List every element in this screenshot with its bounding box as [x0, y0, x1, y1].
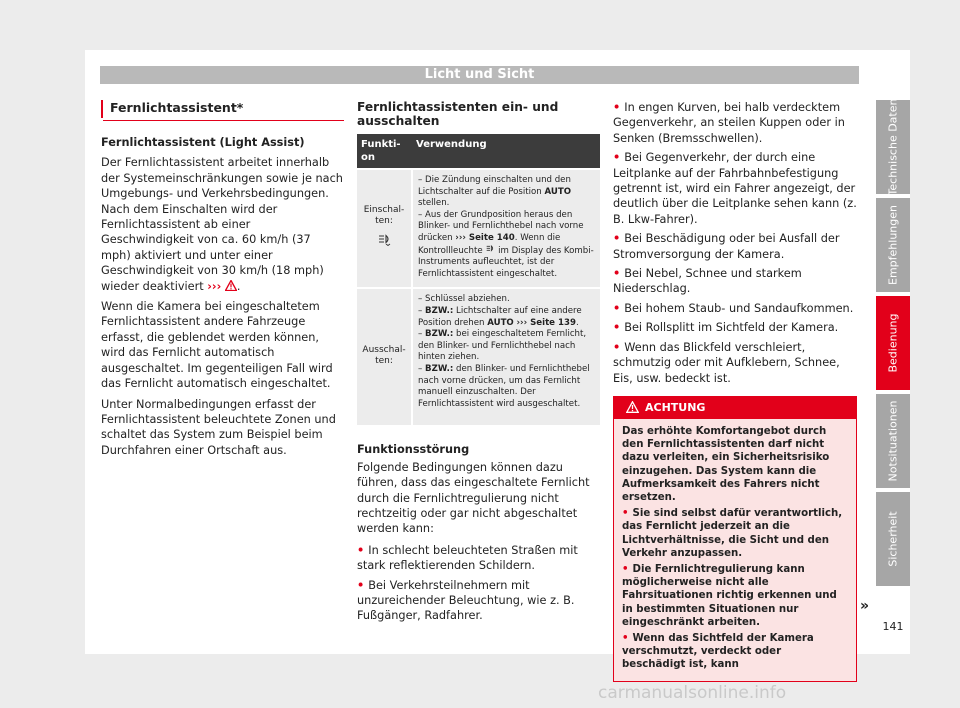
list-item: • Bei hohem Staub- und Sandaufkommen.	[613, 301, 854, 315]
tab-sicherheit[interactable]: Sicherheit	[876, 492, 910, 586]
page-number: 141	[882, 620, 904, 633]
list-item: • In engen Kurven, bei halb verdecktem Gegenverkehr, an steilen Kuppen oder in Senken (Bremsschwellen).	[613, 101, 845, 145]
section-title: Fernlichtassistent*	[101, 100, 344, 118]
cell-function-off: Ausschal-ten:	[357, 288, 412, 425]
column-right	[613, 100, 857, 682]
table-title: Fernlichtassistenten ein- und ausschalten	[357, 100, 559, 128]
list-item: • Bei Nebel, Schnee und starkem Niederschlag.	[613, 267, 802, 296]
paragraph-normal: Unter Normalbedingungen erfasst der Fernlichtassistent beleuchtete Zonen und schaltet das System zum Beispiel beim Durchfahren einer Ortschaft aus.	[101, 397, 336, 457]
warning-box	[613, 396, 857, 682]
warning-header: ACHTUNG	[614, 397, 856, 419]
column-left	[101, 100, 344, 463]
paragraph-camera: Wenn die Kamera bei eingeschaltetem Fernlichtassistent andere Fahrzeuge erfasst, die geblendet werden können, wird das Fernlicht automatisch ausgeschaltet. Im gegenteiligen Fall wird das Fernlicht automatisch eingeschaltet.	[101, 300, 333, 391]
warning-triangle-icon	[626, 401, 639, 413]
malfunction-list-continued	[613, 100, 857, 386]
list-item: • Die Fernlichtregulierung kann möglicherweise nicht alle Fahrsituationen richtig erkennen und in bestimmten Situationen nur eingeschränkt arbeiten.	[622, 563, 837, 628]
table-row	[357, 288, 600, 425]
list-item: • Wenn das Sichtfeld der Kamera verschmutzt, verdeckt oder beschädigt ist, kann	[622, 632, 814, 671]
warning-triangle-icon	[225, 280, 237, 291]
continue-icon: »	[860, 598, 870, 614]
list-item: • In schlecht beleuchteten Straßen mit stark reflektierenden Schildern.	[357, 543, 578, 573]
page-header: Licht und Sicht	[100, 66, 859, 84]
cell-usage-on: – Die Zündung einschalten und den Lichtschalter auf die Position AUTO stellen. – Aus der Grundposition heraus den Blinker- und Fernlichthebel nach vorne drücken ››› Seite 140. Wenn die Kontrollleuchte im Display des Kombi-Instruments aufleuchtet, ist der Fernlichtassistent eingeschaltet.	[412, 169, 600, 288]
malfunction-title: Funktionsstörung	[357, 443, 470, 457]
table-header-row	[357, 134, 600, 169]
high-beam-assist-icon	[485, 245, 495, 253]
warning-intro: Das erhöhte Komfortangebot durch den Fernlichtassistenten darf nicht dazu verleiten, ein Sicherheitsrisiko einzugehen. Das System kann die Aufmerksamkeit des Fahrers nicht ersetzen.	[622, 425, 830, 503]
header-usage: Verwendung	[412, 134, 600, 169]
tab-bedienung[interactable]: Bedienung	[876, 296, 910, 390]
tab-technische-daten[interactable]: Technische Daten	[876, 100, 910, 194]
watermark: carmanualsonline.info	[598, 683, 787, 703]
table-row	[357, 169, 600, 288]
list-item: • Sie sind selbst dafür verantwortlich, das Fernlicht jederzeit an die Lichtverhältnisse, die Sicht und den Verkehr anzupassen.	[622, 508, 843, 559]
column-middle	[357, 100, 600, 628]
list-item: • Bei Rollsplitt im Sichtfeld der Kamera.	[613, 321, 839, 335]
heading-light-assist: Fernlichtassistent (Light Assist)	[101, 136, 305, 149]
paragraph-intro: Der Fernlichtassistent arbeitet innerhalb der Systemeinschränkungen sowie je nach Umgebungs- und Verkehrsbedingungen. Nach dem Einschalten wird der Fernlichtassistent ab einer Geschwindigkeit von ca. 60 km/h (37 mph) aktiviert und unter einer Geschwindigkeit von 30 km/h (18 mph) wieder deaktiviert ››› .	[101, 156, 343, 293]
list-item: • Bei Verkehrsteilnehmern mit unzureichender Beleuchtung, wie z. B. Fußgänger, Radfahrer.	[357, 578, 575, 623]
function-table	[357, 134, 600, 425]
high-beam-assist-icon	[377, 234, 391, 246]
tab-notsituationen[interactable]: Notsituationen	[876, 394, 910, 488]
tab-empfehlungen[interactable]: Empfehlungen	[876, 198, 910, 292]
malfunction-intro: Folgende Bedingungen können dazu führen, dass das eingeschaltete Fernlicht durch die Fernlichtregulierung nicht rechtzeitig oder gar nicht abgeschaltet werden kann:	[357, 460, 590, 536]
warning-body	[614, 419, 856, 681]
list-item: • Bei Gegenverkehr, der durch eine Leitplanke auf der Fahrbahnbefestigung getrennt ist, wird ein Fahrer angezeigt, der deutlich über die Leitplanke sehen kann (z. B. Lkw-Fahrer).	[613, 151, 857, 226]
list-item: • Bei Beschädigung oder bei Ausfall der Stromversorgung der Kamera.	[613, 232, 840, 261]
list-item: • Wenn das Blickfeld verschleiert, schmutzig oder mit Aufklebern, Schnee, Eis, usw. bedeckt ist.	[613, 340, 840, 385]
cell-usage-off: – Schlüssel abziehen. – BZW.: Lichtschalter auf eine andere Position drehen AUTO ››› Seite 139. – BZW.: bei eingeschaltetem Fernlicht, den Blinker- und Fernlichthebel nach hinten ziehen. – BZW.: den Blinker- und Fernlichthebel nach vorne drücken, um das Fernlicht manuell einzuschalten. Der Fernlichtassistent wird ausgeschaltet.	[412, 288, 600, 425]
malfunction-list	[357, 543, 600, 624]
cell-function-on: Einschal-ten:	[357, 169, 412, 288]
header-function: Funkti-on	[357, 134, 412, 169]
